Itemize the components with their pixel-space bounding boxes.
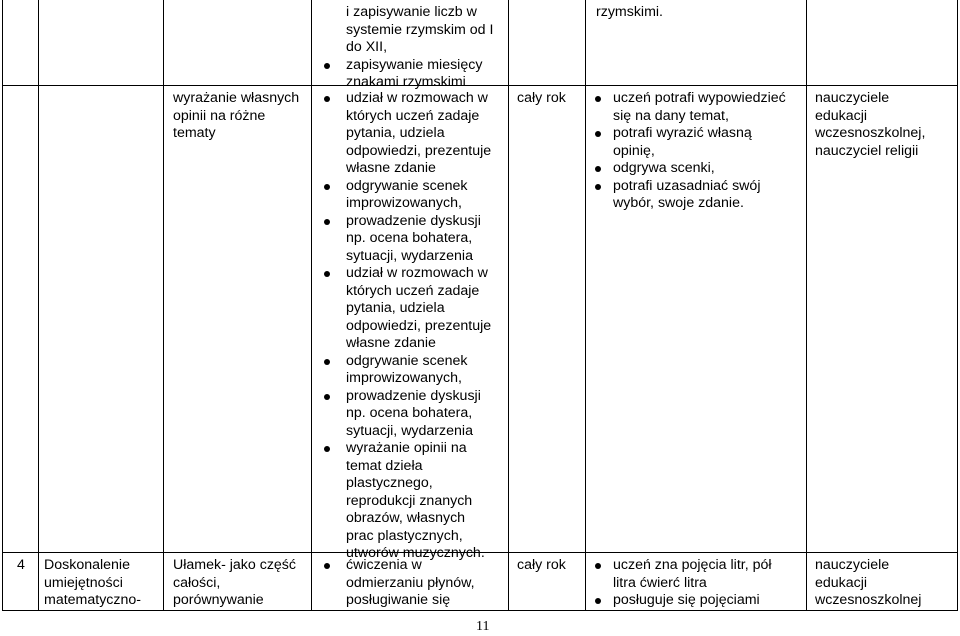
text-line: sytuacji, wydarzenia <box>346 422 473 439</box>
text-line: porównywanie <box>173 592 264 608</box>
text-line: systemie rzymskim od I <box>346 21 494 38</box>
text-line: prowadzenie dyskusji <box>346 212 481 229</box>
row4-topic-cell <box>173 557 309 610</box>
opinions-topic-cell <box>173 90 309 143</box>
activity-item <box>320 353 505 388</box>
text-line: odgrywanie scenek <box>346 352 468 369</box>
text-line: cały rok <box>517 557 566 573</box>
text-line: obrazów, własnych <box>346 510 466 526</box>
text-line: np. ocena bohatera, <box>346 230 473 246</box>
text-line: potrafi uzasadniać swój <box>613 177 761 194</box>
row4-period-cell <box>517 557 583 575</box>
text-line: improwizowanych, <box>346 370 462 386</box>
text-line: uczeń potrafi wypowiedzieć <box>613 90 786 106</box>
outcome-item <box>591 592 803 610</box>
text-line: tematy <box>173 125 216 141</box>
text-line: wybór, swoje zdanie. <box>613 195 744 211</box>
col-divider-5 <box>585 0 586 611</box>
text-line: wczesnoszkolnej, <box>815 125 926 141</box>
text-line: np. ocena bohatera, <box>346 405 473 421</box>
text-line: temat dzieła <box>346 457 423 474</box>
outcome-item <box>591 125 803 160</box>
activity-item <box>320 90 505 178</box>
activity-item <box>320 178 505 213</box>
text-line: odgrywanie scenek <box>346 177 468 194</box>
text-line: wyrażanie opinii na <box>346 440 467 456</box>
text-line: odpowiedzi, prezentuje <box>346 317 492 334</box>
text-line: własne zdanie <box>346 335 436 351</box>
top-outcomes-cell <box>596 4 801 22</box>
activity-item <box>320 213 505 266</box>
text-line: pytania, udziela <box>346 125 445 141</box>
text-line: odgrywa scenki, <box>613 160 715 176</box>
activity-item <box>320 265 505 353</box>
text-line: matematyczno- <box>44 592 141 608</box>
text-line: opinię, <box>613 142 655 159</box>
opinions-period-cell <box>517 90 583 108</box>
text-line: nauczyciele <box>815 90 890 106</box>
row4-teachers-cell <box>815 557 955 610</box>
text-line: Doskonalenie <box>44 557 130 573</box>
text-line: się na dany temat, <box>613 107 729 124</box>
text-line: Ułamek- jako część <box>173 557 296 573</box>
text-line: własne zdanie <box>346 160 436 176</box>
text-line: litra ćwierć litra <box>613 574 707 591</box>
opinions-outcomes-cell <box>591 90 803 213</box>
top-activities-cell <box>320 4 505 92</box>
text-line: pytania, udziela <box>346 300 445 316</box>
text-line: których uczeń zadaje <box>346 107 480 124</box>
text-line: wczesnoszkolnej <box>815 592 922 608</box>
text-line: których uczeń zadaje <box>346 282 480 299</box>
outcome-item <box>591 90 803 125</box>
text-line: prac plastycznych, <box>346 527 463 544</box>
table-border-left <box>2 0 3 611</box>
text-line: utworów muzycznych. <box>346 545 485 561</box>
text-line: całości, <box>173 574 221 591</box>
row4-activities-cell <box>320 557 505 610</box>
col-divider-4 <box>508 0 509 611</box>
activity-continuation <box>320 4 505 57</box>
activity-item <box>320 440 505 563</box>
text-line: umiejętności <box>44 574 123 591</box>
text-line: uczeń zna pojęcia litr, pół <box>613 557 772 573</box>
col-divider-1 <box>38 0 39 611</box>
activity-item <box>320 388 505 441</box>
opinions-teachers-cell <box>815 90 955 160</box>
text-line: plastycznego, <box>346 475 433 491</box>
text-line: opinii na różne <box>173 107 266 124</box>
row4-outcomes-cell <box>591 557 803 610</box>
text-line: reprodukcji znanych <box>346 492 473 509</box>
text-line: posługiwanie się <box>346 592 451 608</box>
text-line: wyrażanie własnych <box>173 90 300 106</box>
col-divider-2 <box>163 0 164 611</box>
outcome-item <box>591 178 803 213</box>
text-line: udział w rozmowach w <box>346 265 488 281</box>
text-line: nauczyciel religii <box>815 142 919 159</box>
text-line: nauczyciele <box>815 557 890 573</box>
activity-item <box>320 557 505 610</box>
col-divider-3 <box>311 0 312 611</box>
text-line: potrafi wyrazić własną <box>613 125 752 141</box>
text-line: posługuje się pojęciami <box>613 592 760 608</box>
text-line: odmierzaniu płynów, <box>346 574 475 591</box>
outcome-item <box>591 557 803 592</box>
outcome-item <box>591 160 803 178</box>
row4-skill-cell <box>44 557 160 610</box>
text-line: udział w rozmowach w <box>346 90 488 106</box>
text-line: sytuacji, wydarzenia <box>346 247 473 264</box>
col-divider-6 <box>806 0 807 611</box>
text-line: 4 <box>17 557 25 573</box>
text-line: znakami rzymskimi <box>346 74 466 90</box>
page-number: 11 <box>476 619 490 634</box>
table-border-right <box>957 0 958 611</box>
table-border-bottom <box>2 610 958 611</box>
text-line: cały rok <box>517 90 566 106</box>
text-line: odpowiedzi, prezentuje <box>346 142 492 159</box>
text-line: zapisywanie miesięcy <box>346 56 483 73</box>
row4-number-cell <box>6 557 36 575</box>
text-line: edukacji <box>815 574 868 591</box>
text-line: edukacji <box>815 107 868 124</box>
text-line: improwizowanych, <box>346 195 462 211</box>
text-line: ćwiczenia w <box>346 557 422 573</box>
text-line: do XII, <box>346 39 388 55</box>
text-line: rzymskimi. <box>596 4 663 20</box>
text-line: prowadzenie dyskusji <box>346 387 481 404</box>
text-line: i zapisywanie liczb w <box>346 4 477 20</box>
opinions-activities-cell <box>320 90 505 563</box>
activity-item <box>320 57 505 92</box>
